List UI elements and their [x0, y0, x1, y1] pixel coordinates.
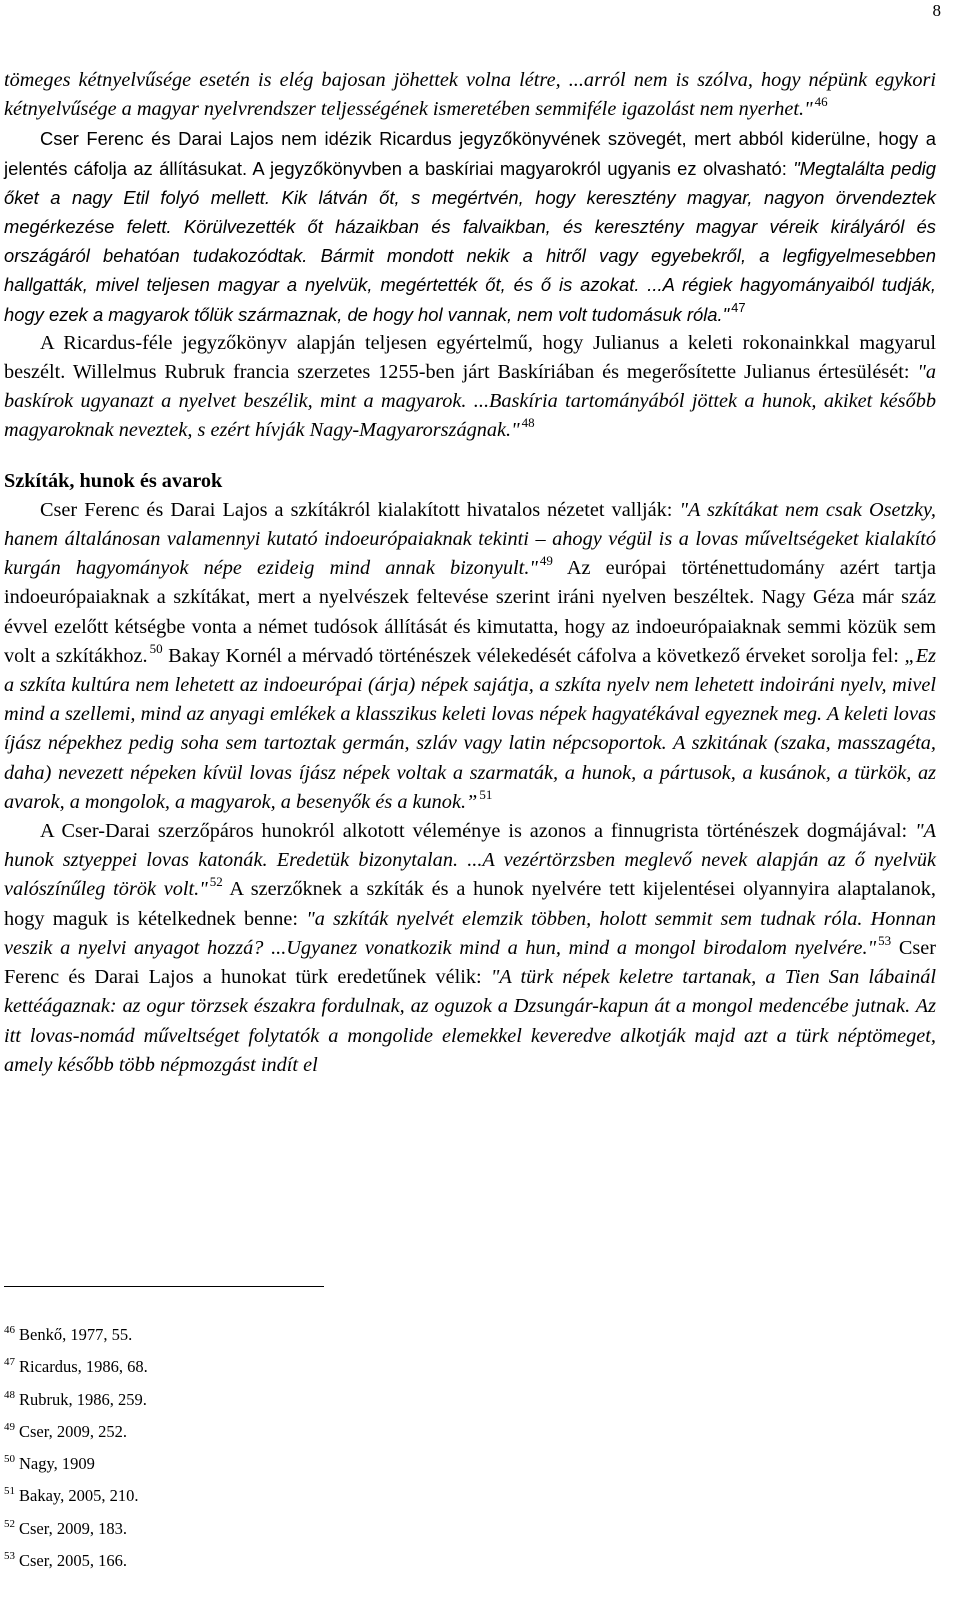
paragraph-4-text-a: Cser Ferenc és Darai Lajos a szkítákról kialakított hivatalos nézetet vallják: [40, 498, 680, 521]
footnotes [4, 1319, 148, 1577]
footnote-text: Bakay, 2005, 210. [19, 1486, 139, 1506]
paragraph-5-text-b: A szerzőknek a szkíták és a hunok nyelvére tett kijelentései olyannyira alaptalanok, hogy maguk is kételkednek benne: [4, 878, 936, 930]
footnote [4, 1480, 148, 1512]
footnote-number: 49 [4, 1420, 15, 1433]
footnote-text: Cser, 2009, 252. [19, 1421, 127, 1441]
footnote-number: 51 [4, 1485, 15, 1498]
paragraph-3 [4, 329, 936, 446]
page-body [4, 66, 936, 1080]
footnote-text: Cser, 2005, 166. [19, 1551, 127, 1571]
footnote [4, 1416, 148, 1448]
footnote [4, 1384, 148, 1416]
footnote [4, 1351, 148, 1383]
footnote-number: 52 [4, 1517, 15, 1530]
ricardus-quote: "Megtalálta pedig őket a nagy Etil folyó mellett. Kik látván őt, s megértvén, hogy keresztény magyar, nagyon örvendeztek megérkezése felett. Körülvezették őt házaikban és falvaikban, és keresztény magyar véreik királyáról és országáról behatóan tudakozódtak. Bármit mondott nekik a hitről vagy egyebekről, a legfigyelmesebben hallgatták, mivel teljesen magyar a nyelvük, megértették őt, és ő is azokat. ...A régiek hagyományaiból tudják, hogy ezek a magyarok tőlük származnak, de hogy hol vannak, nem volt tudomásuk róla." [4, 157, 936, 325]
footnote-ref-49: 49 [539, 553, 553, 569]
footnote [4, 1545, 148, 1577]
paragraph-4 [4, 496, 936, 817]
footnote-number: 46 [4, 1324, 15, 1336]
paragraph-4-text-c: Bakay Kornél a mérvadó történészek vélekedését cáfolva a következő érveket sorolja fel: [162, 644, 905, 667]
paragraph-1 [4, 66, 936, 124]
footnote-number: 48 [4, 1388, 15, 1401]
footnote [4, 1319, 148, 1351]
footnote-separator [4, 1286, 324, 1287]
footnote-text: Cser, 2009, 183. [19, 1518, 127, 1538]
quote-continuation: tömeges kétnyelvűsége esetén is elég bajosan jöhettek volna létre, ...arról nem is szólva, hogy népünk egykori kétnyelvűsége a magyar nyelvrendszer teljességének ismeretében semmiféle igazolást nem nyerhet." [4, 69, 936, 121]
page-number: 8 [932, 1, 941, 20]
paragraph-5 [4, 817, 936, 1080]
footnote-number: 47 [4, 1356, 15, 1369]
footnote-ref-52: 52 [209, 874, 223, 890]
bakay-quote: „Ez a szkíta kultúra nem lehetett az indoeurópai (árja) népek sajátja, a szkíta nyelv nem lehetett indoiráni nyelv, mivel mind a szellemi, mind az anyagi emlékek a klasszikus keleti lovas népek hagyatékával egyeznek meg. A keleti lovas íjász népekhez pedig soha sem tartoztak germán, szláv vagy latin népcsoportok. A szkitának (szaka, masszagéta, daha) nevezett népeken kívül lovas íjász népek voltak a szarmaták, a hunok, a pártusok, a kusánok, a türkök, az avarok, a mongolok, a magyarok, a besenyők és a kunok.” [4, 644, 937, 813]
footnote-text: Rubruk, 1986, 259. [19, 1389, 147, 1409]
footnote-ref-50: 50 [149, 640, 163, 656]
szkita-quote: "A szkítákat nem csak Osetzky, hanem általánosan valamennyi kutató indoeurópaiaknak tekinti – ahogy végül is a lovas műveltségeket kialakító kurgán hagyományok népe ezideig mind annak bizonyult." [4, 498, 936, 580]
footnote-ref-47: 47 [731, 299, 746, 315]
paragraph-5-text-c: Cser Ferenc és Darai Lajos a hunokat türk eredetűnek vélik: [4, 936, 936, 989]
footnote [4, 1513, 148, 1545]
footnote-number: 50 [4, 1453, 15, 1466]
footnote [4, 1448, 148, 1480]
footnote-text: Ricardus, 1986, 68. [19, 1357, 148, 1377]
turk-quote: "A türk népek keletre tartanak, a Tien San lábainál kettéágaznak: az ogur törzsek északra fordulnak, az oguzok a Dzsungár-kapun át a mongol medencébe jutnak. Az itt lovas-nomád műveltséget folytatók a mongolide elemekkel keveredve alkotják majd azt a türk néptömeget, amely később több népmozgást indít el [4, 966, 936, 1076]
paragraph-2-text: Cser Ferenc és Darai Lajos nem idézik Ricardus jegyzőkönyvének szövegét, mert abból kiderülne, hogy a jelentés cáfolja az állításukat. A jegyzőkönyvben a baskíriai magyarokról ugyanis ez olvasható: [4, 128, 936, 179]
footnote-ref-53: 53 [878, 932, 892, 948]
section-heading: Szkíták, hunok és avarok [4, 469, 223, 492]
paragraph-3-text: A Ricardus-féle jegyzőkönyv alapján teljesen egyértelmű, hogy Julianus a keleti rokonainkkal magyarul beszélt. Willelmus Rubruk francia szerzetes 1255-ben járt Baskíriában és megerősítette Julianus értesülését: [4, 331, 936, 384]
rubruk-quote: "a baskírok ugyanazt a nyelvet beszélik, mint a magyarok. ...Baskíria tartományából jöttek a hunok, akiket később magyaroknak neveztek, s ezért hívják Nagy-Magyarországnak." [4, 361, 936, 442]
footnote-text: Nagy, 1909 [19, 1454, 95, 1474]
nyelv-quote: "a szkíták nyelvét elemzik többen, holott semmit sem tudnak róla. Honnan veszik a nyelvi anyagot hozzá? ...Ugyanez vonatkozik mind a hun, mind a mongol birodalom nyelvére." [4, 907, 936, 959]
footnote-ref-51: 51 [479, 786, 493, 802]
hun-quote: "A hunok sztyeppei lovas katonák. Eredetük bizonytalan. ...A vezértörzsben meglevő nevek alapján az ő nyelvük valószínűleg török volt." [4, 820, 936, 901]
paragraph-5-text-a: A Cser-Darai szerzőpáros hunokról alkotott véleménye is azonos a finnugrista történészek dogmájával: [40, 820, 916, 843]
paragraph-2 [4, 124, 936, 328]
footnote-ref-48: 48 [521, 415, 535, 431]
footnote-number: 53 [4, 1550, 15, 1563]
paragraph-4-text-b: Az európai történettudomány azért tartja indoeurópaiaknak a szkítákat, mert a nyelvészek feltevése szerint iráni nyelven beszéltek. Nagy Géza már száz évvel ezelőtt kétségbe vonta a német tudósok állítását és kimutatta, hogy az indoeurópaiaknak semmi közük sem volt a szkítákhoz. [4, 557, 936, 667]
footnote-ref-46: 46 [814, 94, 828, 110]
footnote-text: Benkő, 1977, 55. [19, 1325, 133, 1344]
